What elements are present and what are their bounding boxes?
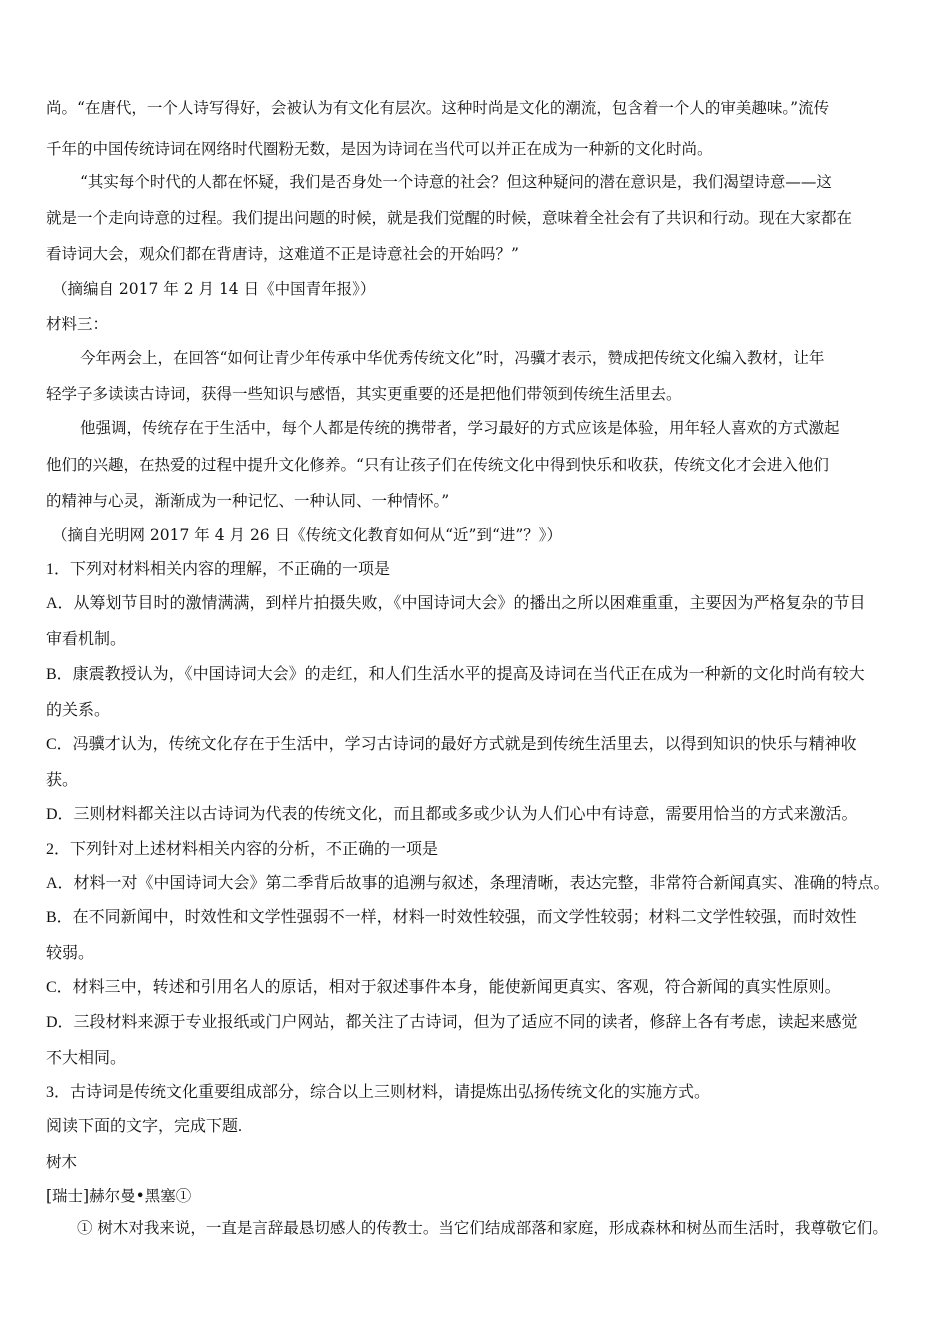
question1-option-c-line-1: C．冯骥才认为，传统文化存在于生活中，学习古诗词的最好方式就是到传统生活里去，以得到知识的快乐与精神收 [46,736,857,753]
question1-option-c-line-2: 获。 [46,772,79,789]
question1-option-a-line-2: 审看机制。 [46,631,127,648]
reading-title: 树木 [46,1153,78,1171]
question1-option-d: D．三则材料都关注以古诗词为代表的传统文化，而且都或多或少认为人们心中有诗意，需要用恰当的方式来激活。 [46,806,858,823]
question1-option-b-line-1: B．康震教授认为，《中国诗词大会》的走红，和人们生活水平的提高及诗词在当代正在成为一种新的文化时尚有较大 [46,666,865,683]
material3-para2-line-2: 他们的兴趣，在热爱的过程中提升文化修养。“只有让孩子们在传统文化中得到快乐和收获，传统文化才会进入他们 [46,456,829,474]
material3-para1-line-2: 轻学子多读读古诗词，获得一些知识与感悟，其实更重要的还是把他们带领到传统生活里去。 [46,385,682,403]
reading-instruction: 阅读下面的文字，完成下题. [46,1118,243,1135]
question3-stem: 3．古诗词是传统文化重要组成部分，综合以上三则材料，请提炼出弘扬传统文化的实施方式。 [46,1084,711,1101]
question2-option-a: A．材料一对《中国诗词大会》第二季背后故事的追溯与叙述，条理清晰，表达完整，非常符合新闻真实、准确的特点。 [46,875,890,892]
material3-source: （摘自光明网 2017 年 4 月 26 日《传统文化教育如何从“近”到“进”？》） [52,526,563,544]
reading-paragraph-1: ① 树木对我来说，一直是言辞最恳切感人的传教士。当它们结成部落和家庭，形成森林和树丛而生活时，我尊敬它们。 [77,1219,888,1237]
question2-option-d-line-1: D．三段材料来源于专业报纸或门户网站，都关注了古诗词，但为了适应不同的读者，修辞上各有考虑，读起来感觉 [46,1014,858,1031]
reading-author: [瑞士]赫尔曼•黑塞① [46,1187,192,1205]
material2-para2-line-2: 就是一个走向诗意的过程。我们提出问题的时候，就是我们觉醒的时候，意味着全社会有了共识和行动。现在大家都在 [46,209,853,227]
material2-line-2: 千年的中国传统诗词在网络时代圈粉无数，是因为诗词在当代可以并正在成为一种新的文化时尚。 [46,140,713,158]
material3-para1-line-1: 今年两会上，在回答“如何让青少年传承中华优秀传统文化”时，冯骥才表示，赞成把传统文化编入教材，让年 [80,349,825,367]
material3-heading: 材料三： [46,315,109,333]
question2-option-b-line-2: 较弱。 [46,945,95,962]
material3-para2-line-1: 他强调，传统存在于生活中，每个人都是传统的携带者，学习最好的方式应该是体验，用年轻人喜欢的方式激起 [80,419,840,437]
material2-line-1: 尚。“在唐代，一个人诗写得好，会被认为有文化有层次。这种时尚是文化的潮流，包含着一个人的审美趣味。”流传 [46,99,830,117]
question1-stem: 1．下列对材料相关内容的理解，不正确的一项是 [46,561,391,578]
question2-stem: 2．下列针对上述材料相关内容的分析，不正确的一项是 [46,841,439,858]
material3-para2-line-3: 的精神与心灵，渐渐成为一种记忆、一种认同、一种情怀。” [46,492,450,510]
material2-source: （摘编自 2017 年 2 月 14 日《中国青年报》） [52,280,376,298]
question2-option-d-line-2: 不大相同。 [46,1050,127,1067]
material2-para2-line-3: 看诗词大会，观众们都在背唐诗，这难道不正是诗意社会的开始吗？” [46,245,519,263]
question2-option-c: C．材料三中，转述和引用名人的原话，相对于叙述事件本身，能使新闻更真实、客观，符合新闻的真实性原则。 [46,979,841,996]
material2-para2-line-1: “其实每个时代的人都在怀疑，我们是否身处一个诗意的社会？但这种疑问的潜在意识是，我们渴望诗意——这 [80,173,832,191]
question1-option-a-line-1: A．从筹划节目时的激情满满，到样片拍摄失败，《中国诗词大会》的播出之所以困难重重，主要因为严格复杂的节目 [46,595,866,612]
question1-option-b-line-2: 的关系。 [46,702,111,719]
question2-option-b-line-1: B．在不同新闻中，时效性和文学性强弱不一样，材料一时效性较强，而文学性较弱；材料二文学性较强，而时效性 [46,909,857,926]
